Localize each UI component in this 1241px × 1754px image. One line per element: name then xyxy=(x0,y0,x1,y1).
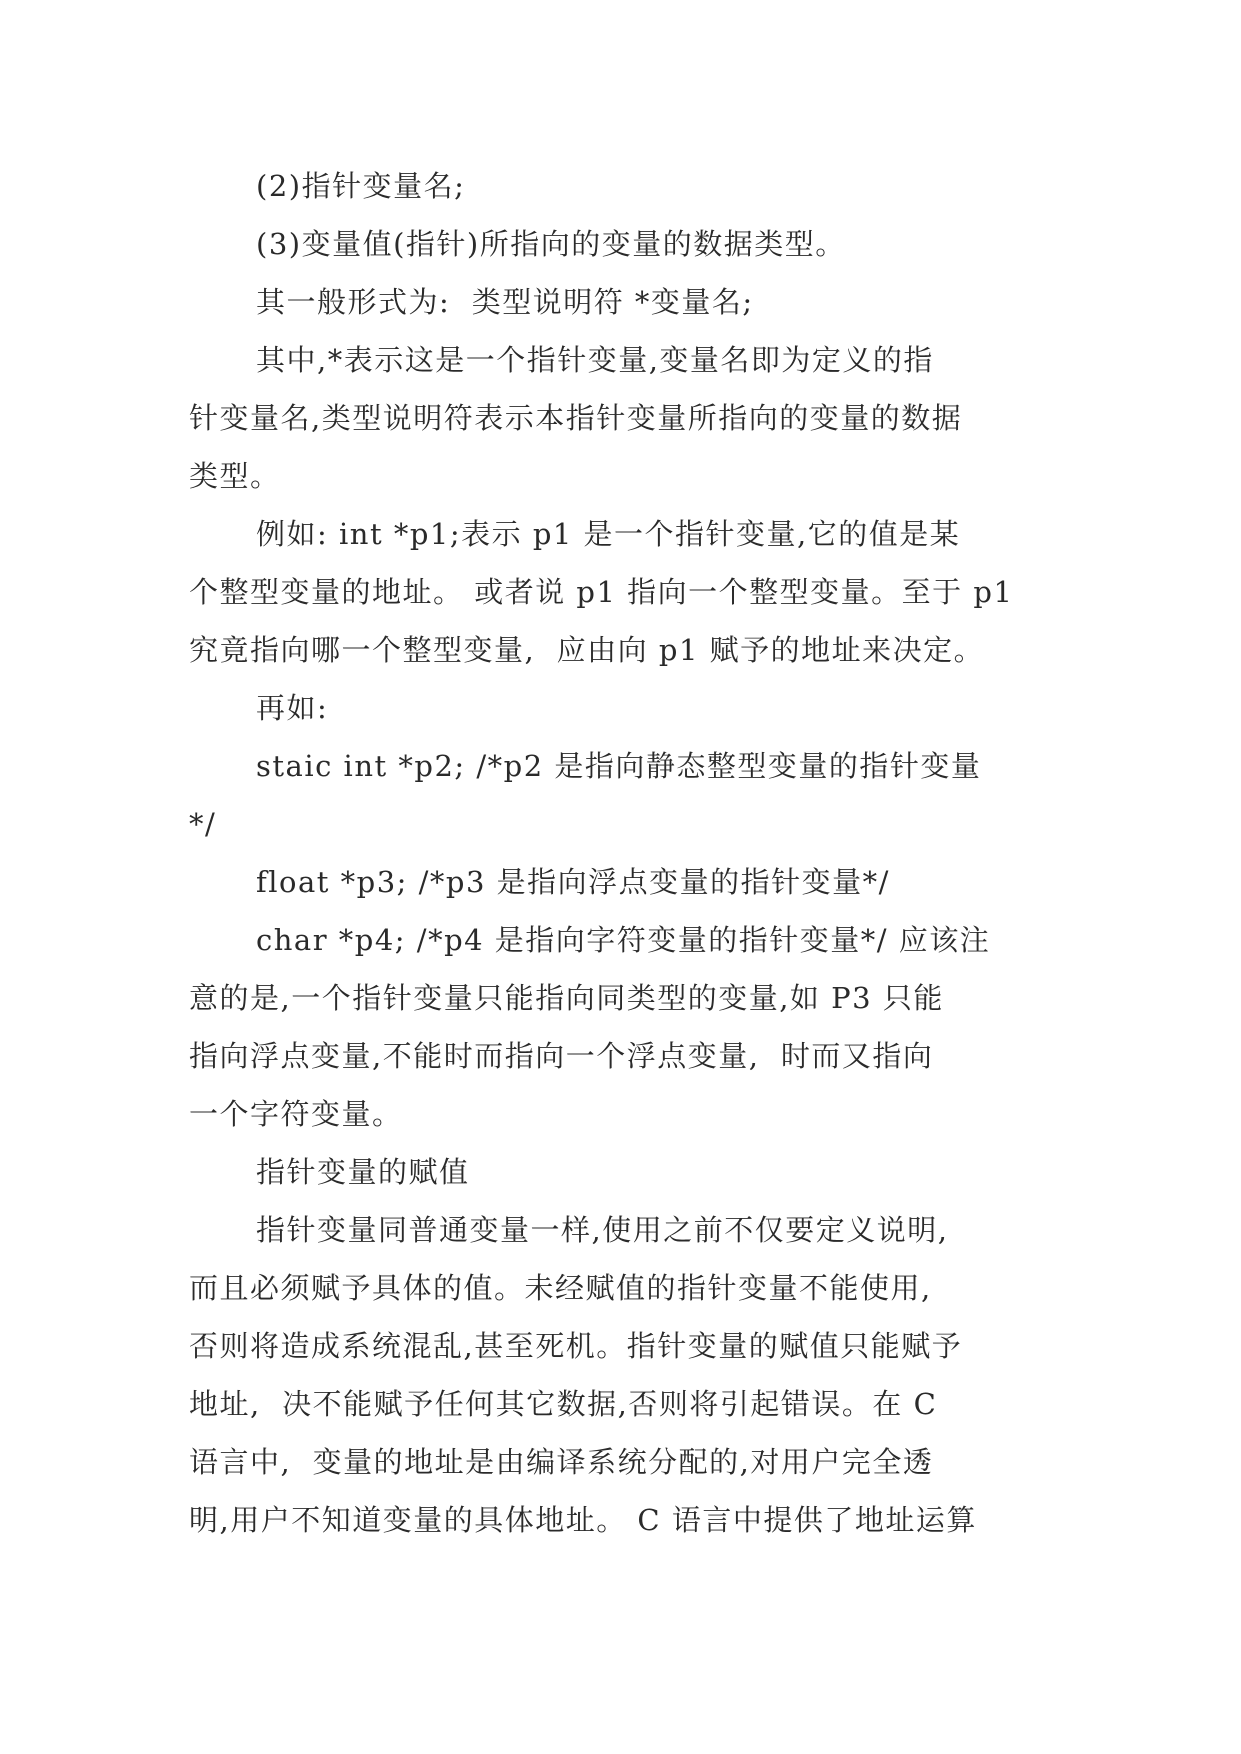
text-line: 而且必须赋予具体的值。未经赋值的指针变量不能使用, xyxy=(189,1271,932,1305)
text-line: 针变量名,类型说明符表示本指针变量所指向的变量的数据 xyxy=(189,401,963,435)
text-line: 个整型变量的地址。 或者说 p1 指向一个整型变量。至于 p1 xyxy=(189,575,1014,609)
text-line: 一个字符变量。 xyxy=(189,1097,403,1131)
text-line: 地址, 决不能赋予任何其它数据,否则将引起错误。在 C xyxy=(189,1387,938,1421)
text-line: 再如: xyxy=(256,691,329,725)
text-line: 否则将造成系统混乱,甚至死机。指针变量的赋值只能赋予 xyxy=(189,1329,963,1363)
text-line: (3)变量值(指针)所指向的变量的数据类型。 xyxy=(256,227,846,261)
text-line: 语言中, 变量的地址是由编译系统分配的,对用户完全透 xyxy=(189,1445,934,1479)
text-line: 其中,*表示这是一个指针变量,变量名即为定义的指 xyxy=(256,343,934,377)
text-line: 究竟指向哪一个整型变量, 应由向 p1 赋予的地址来决定。 xyxy=(189,633,985,667)
text-line: 例如: int *p1;表示 p1 是一个指针变量,它的值是某 xyxy=(256,517,961,551)
code-line: float *p3; /*p3 是指向浮点变量的指针变量*/ xyxy=(256,865,890,899)
code-line: */ xyxy=(189,807,217,841)
text-line: (2)指针变量名; xyxy=(256,169,466,203)
code-line: staic int *p2; /*p2 是指向静态整型变量的指针变量 xyxy=(256,749,982,783)
text-line: 其一般形式为: 类型说明符 *变量名; xyxy=(256,285,754,319)
text-line: 意的是,一个指针变量只能指向同类型的变量,如 P3 只能 xyxy=(189,981,944,1015)
text-line: 类型。 xyxy=(189,459,281,493)
text-line: 指向浮点变量,不能时而指向一个浮点变量, 时而又指向 xyxy=(189,1039,934,1073)
code-line: char *p4; /*p4 是指向字符变量的指针变量*/ 应该注 xyxy=(256,923,991,957)
text-line: 指针变量同普通变量一样,使用之前不仅要定义说明, xyxy=(256,1213,949,1247)
section-heading: 指针变量的赋值 xyxy=(256,1155,470,1189)
text-line: 明,用户不知道变量的具体地址。 C 语言中提供了地址运算 xyxy=(189,1503,977,1537)
